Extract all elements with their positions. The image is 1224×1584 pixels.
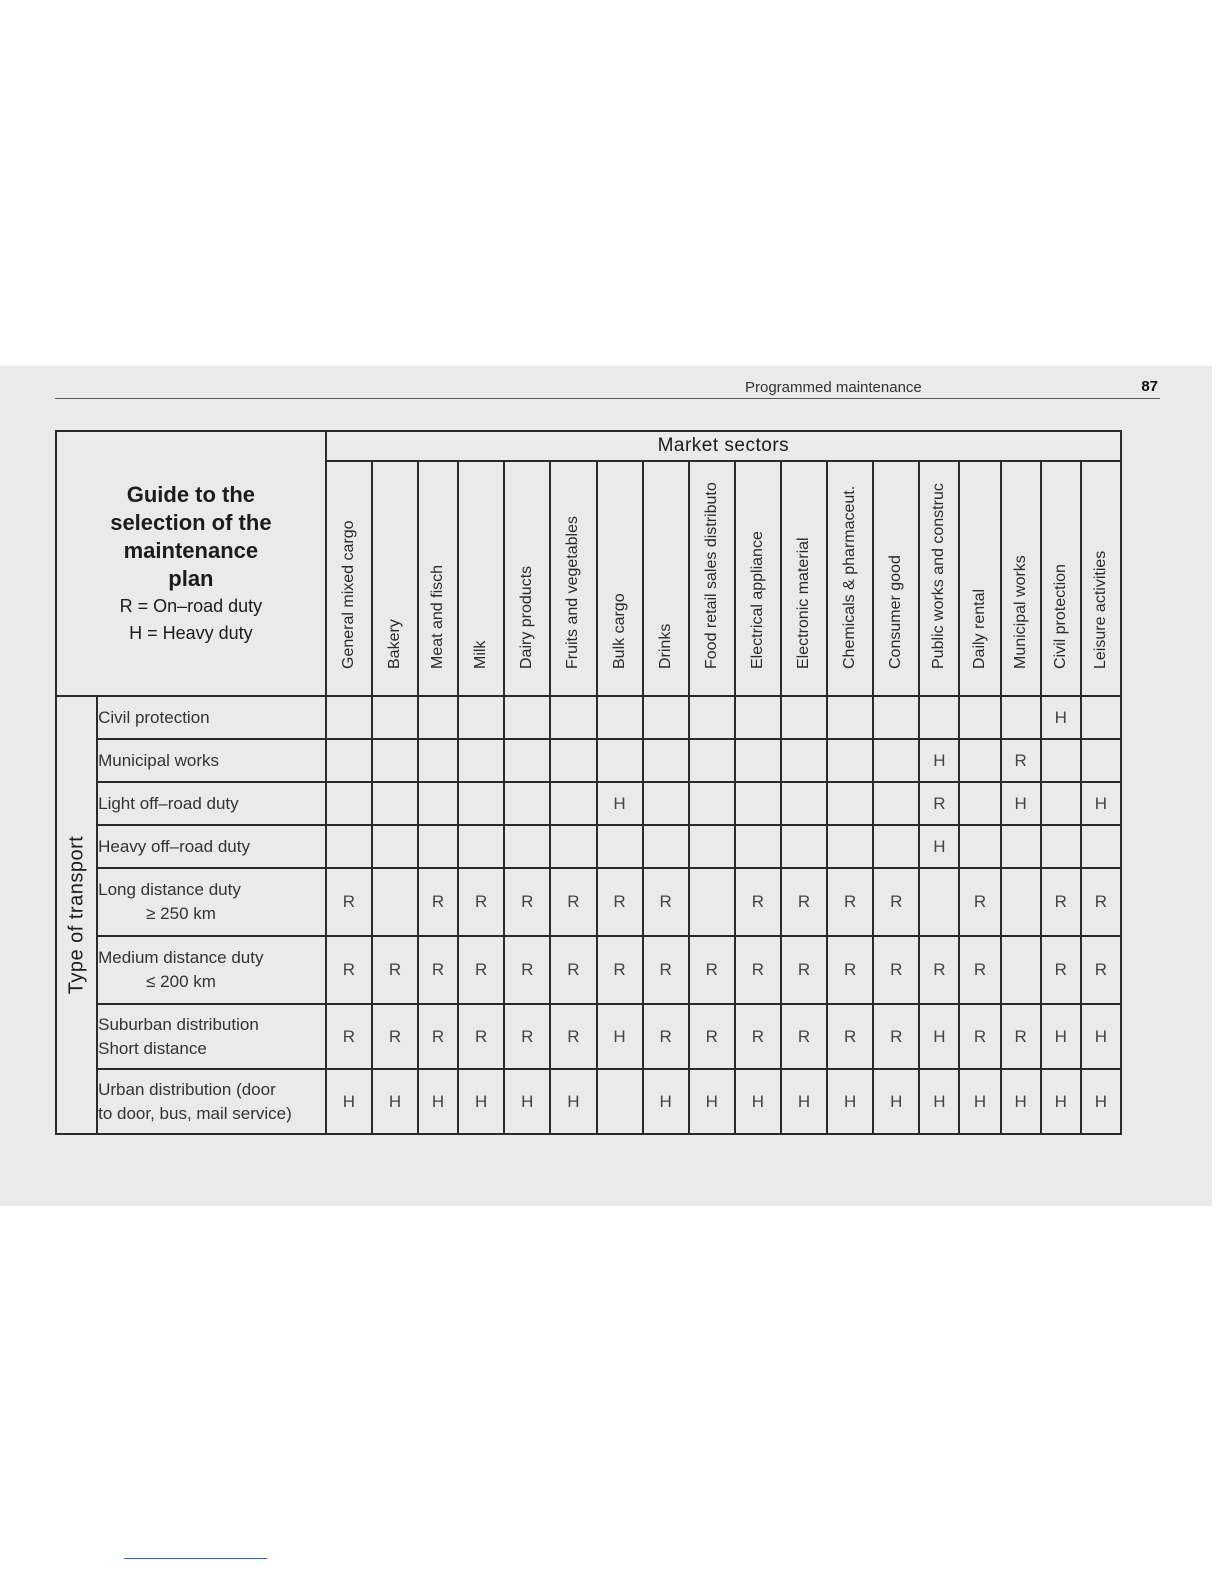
row-label-line2: ≤ 200 km xyxy=(146,972,216,991)
sector-header xyxy=(458,461,504,696)
duty-cell xyxy=(873,739,919,782)
row-label-line1: Light off–road duty xyxy=(98,793,239,813)
sector-header xyxy=(1001,461,1041,696)
duty-cell xyxy=(735,825,781,868)
legend-title-line: plan xyxy=(168,565,214,591)
duty-cell xyxy=(418,782,458,825)
duty-cell xyxy=(959,782,1000,825)
maintenance-plan-table-wrap xyxy=(55,430,1122,1135)
duty-cell: R xyxy=(959,1004,1000,1069)
row-label-line1: Long distance duty xyxy=(98,880,241,899)
duty-cell: H xyxy=(1001,782,1041,825)
duty-cell: R xyxy=(418,1004,458,1069)
page-number: 87 xyxy=(1141,378,1158,395)
duty-cell: R xyxy=(372,1004,418,1069)
duty-cell: H xyxy=(919,1004,959,1069)
duty-cell xyxy=(735,696,781,739)
duty-cell: R xyxy=(1001,739,1041,782)
table-row xyxy=(56,696,1121,739)
duty-cell xyxy=(873,782,919,825)
duty-cell xyxy=(689,825,735,868)
duty-cell xyxy=(372,868,418,936)
sector-label: General mixed cargo xyxy=(339,520,357,669)
sector-label: Consumer good xyxy=(887,555,905,669)
duty-cell: R xyxy=(326,1004,372,1069)
sector-label: Daily rental xyxy=(971,588,989,669)
duty-cell xyxy=(418,825,458,868)
duty-cell: R xyxy=(550,936,596,1004)
duty-cell xyxy=(827,696,873,739)
duty-cell xyxy=(550,739,596,782)
duty-cell xyxy=(1081,739,1121,782)
duty-cell xyxy=(1041,739,1081,782)
duty-cell xyxy=(873,825,919,868)
sector-header xyxy=(959,461,1000,696)
duty-cell: H xyxy=(1081,782,1121,825)
duty-cell: H xyxy=(1041,1069,1081,1134)
row-label xyxy=(97,739,326,782)
duty-cell: R xyxy=(458,868,504,936)
table-row xyxy=(56,825,1121,868)
duty-cell: R xyxy=(643,1004,689,1069)
duty-cell xyxy=(458,825,504,868)
duty-cell: R xyxy=(1081,868,1121,936)
duty-cell xyxy=(643,696,689,739)
duty-cell xyxy=(458,739,504,782)
duty-cell: H xyxy=(1041,1004,1081,1069)
duty-cell: R xyxy=(959,868,1000,936)
market-sectors-header: Market sectors xyxy=(326,431,1121,461)
duty-cell: H xyxy=(873,1069,919,1134)
duty-cell xyxy=(919,696,959,739)
footnote-rule xyxy=(124,1558,267,1559)
sector-label: Civil protection xyxy=(1051,564,1069,669)
duty-cell xyxy=(372,782,418,825)
duty-cell xyxy=(827,739,873,782)
type-of-transport-label: Type of transport xyxy=(65,835,88,995)
table-row xyxy=(56,868,1121,936)
duty-cell: R xyxy=(735,868,781,936)
duty-cell: H xyxy=(919,825,959,868)
duty-cell: R xyxy=(550,868,596,936)
sector-header xyxy=(1041,461,1081,696)
duty-cell xyxy=(643,825,689,868)
duty-cell: R xyxy=(550,1004,596,1069)
duty-cell: R xyxy=(1001,1004,1041,1069)
table-row xyxy=(56,1069,1121,1134)
duty-cell: R xyxy=(873,868,919,936)
duty-cell xyxy=(372,825,418,868)
row-label-line1: Suburban distribution xyxy=(98,1014,259,1034)
duty-cell xyxy=(597,696,643,739)
duty-cell: R xyxy=(1041,936,1081,1004)
duty-cell xyxy=(735,782,781,825)
duty-cell: H xyxy=(919,1069,959,1134)
duty-cell xyxy=(458,696,504,739)
duty-cell: H xyxy=(643,1069,689,1134)
duty-cell: R xyxy=(781,1004,827,1069)
running-head xyxy=(55,378,1160,399)
sector-header xyxy=(919,461,959,696)
sector-label: Public works and construc xyxy=(930,483,948,669)
duty-cell xyxy=(504,782,550,825)
sector-header xyxy=(827,461,873,696)
duty-cell xyxy=(1001,936,1041,1004)
sector-label: Drinks xyxy=(656,623,674,669)
duty-cell: H xyxy=(1081,1004,1121,1069)
duty-cell: H xyxy=(1001,1069,1041,1134)
duty-cell: H xyxy=(735,1069,781,1134)
duty-cell xyxy=(1001,696,1041,739)
duty-cell: H xyxy=(550,1069,596,1134)
duty-cell xyxy=(504,739,550,782)
duty-cell xyxy=(643,739,689,782)
table-row xyxy=(56,1004,1121,1069)
duty-cell: R xyxy=(643,868,689,936)
duty-cell: R xyxy=(873,936,919,1004)
sector-header xyxy=(550,461,596,696)
duty-cell: R xyxy=(827,1004,873,1069)
duty-cell xyxy=(418,696,458,739)
duty-cell: H xyxy=(689,1069,735,1134)
sector-label: Municipal works xyxy=(1011,555,1029,669)
duty-cell: H xyxy=(781,1069,827,1134)
duty-cell xyxy=(1001,825,1041,868)
duty-cell xyxy=(1041,825,1081,868)
duty-cell: H xyxy=(959,1069,1000,1134)
duty-cell xyxy=(1041,782,1081,825)
maintenance-plan-table xyxy=(55,430,1122,1135)
duty-cell: H xyxy=(372,1069,418,1134)
duty-cell xyxy=(689,782,735,825)
row-label xyxy=(97,782,326,825)
row-label xyxy=(97,825,326,868)
duty-cell: R xyxy=(504,936,550,1004)
row-label xyxy=(97,868,326,936)
sector-header xyxy=(781,461,827,696)
duty-cell xyxy=(959,825,1000,868)
table-row xyxy=(56,782,1121,825)
duty-cell xyxy=(781,696,827,739)
duty-cell: R xyxy=(873,1004,919,1069)
duty-cell xyxy=(597,825,643,868)
duty-cell: R xyxy=(1041,868,1081,936)
sector-header xyxy=(326,461,372,696)
sector-label: Fruits and vegetables xyxy=(564,516,582,669)
sector-header xyxy=(504,461,550,696)
duty-cell: R xyxy=(504,1004,550,1069)
duty-cell: R xyxy=(458,1004,504,1069)
table-row xyxy=(56,936,1121,1004)
duty-cell xyxy=(504,696,550,739)
row-label xyxy=(97,696,326,739)
duty-cell xyxy=(550,696,596,739)
duty-cell xyxy=(781,782,827,825)
duty-cell: R xyxy=(959,936,1000,1004)
duty-cell: H xyxy=(1041,696,1081,739)
sector-label: Electrical appliance xyxy=(748,531,766,669)
duty-cell xyxy=(326,696,372,739)
duty-cell: R xyxy=(372,936,418,1004)
row-label xyxy=(97,1004,326,1069)
duty-cell xyxy=(643,782,689,825)
row-label-line2: ≥ 250 km xyxy=(146,904,216,923)
duty-cell xyxy=(689,868,735,936)
sector-label: Bulk cargo xyxy=(610,593,628,669)
duty-cell xyxy=(597,739,643,782)
duty-cell xyxy=(550,825,596,868)
duty-cell: R xyxy=(504,868,550,936)
duty-cell xyxy=(326,782,372,825)
duty-cell: H xyxy=(1081,1069,1121,1134)
duty-cell: R xyxy=(689,936,735,1004)
sector-label: Meat and fisch xyxy=(429,564,447,669)
duty-cell: R xyxy=(326,868,372,936)
legend-key-r: R = On–road duty xyxy=(119,595,263,616)
duty-cell xyxy=(1001,868,1041,936)
running-head-title: Programmed maintenance xyxy=(745,379,922,396)
row-label-line1: Heavy off–road duty xyxy=(98,836,250,856)
duty-cell xyxy=(781,739,827,782)
duty-cell: R xyxy=(827,868,873,936)
duty-cell: H xyxy=(597,1004,643,1069)
legend-title-line: maintenance xyxy=(123,537,259,563)
duty-cell: R xyxy=(919,782,959,825)
sector-label: Electronic material xyxy=(795,537,813,669)
duty-cell: H xyxy=(504,1069,550,1134)
duty-cell: R xyxy=(418,868,458,936)
legend-title-line: Guide to the xyxy=(126,481,256,507)
sector-header xyxy=(873,461,919,696)
sector-label: Dairy products xyxy=(518,565,536,669)
sector-label: Bakery xyxy=(385,619,403,669)
row-label-line1: Urban distribution (door xyxy=(98,1079,276,1099)
sector-label: Leisure activities xyxy=(1091,550,1109,669)
duty-cell xyxy=(735,739,781,782)
row-label-line1: Medium distance duty xyxy=(98,948,264,967)
duty-cell: R xyxy=(458,936,504,1004)
duty-cell: H xyxy=(418,1069,458,1134)
sector-header xyxy=(418,461,458,696)
sector-header xyxy=(1081,461,1121,696)
type-of-transport-cell xyxy=(56,696,97,1134)
duty-cell: R xyxy=(735,1004,781,1069)
sector-label: Milk xyxy=(472,640,490,669)
duty-cell xyxy=(326,739,372,782)
duty-cell xyxy=(827,782,873,825)
duty-cell xyxy=(873,696,919,739)
row-label xyxy=(97,1069,326,1134)
duty-cell: H xyxy=(326,1069,372,1134)
duty-cell: R xyxy=(919,936,959,1004)
duty-cell xyxy=(689,739,735,782)
duty-cell xyxy=(827,825,873,868)
duty-cell xyxy=(504,825,550,868)
duty-cell: H xyxy=(458,1069,504,1134)
row-label xyxy=(97,936,326,1004)
duty-cell: R xyxy=(827,936,873,1004)
duty-cell xyxy=(372,696,418,739)
duty-cell xyxy=(959,739,1000,782)
duty-cell xyxy=(689,696,735,739)
sector-header xyxy=(735,461,781,696)
legend-cell xyxy=(56,431,326,696)
duty-cell: H xyxy=(827,1069,873,1134)
duty-cell: R xyxy=(597,868,643,936)
duty-cell: H xyxy=(597,782,643,825)
sector-header xyxy=(372,461,418,696)
sector-header xyxy=(597,461,643,696)
table-row xyxy=(56,739,1121,782)
duty-cell: R xyxy=(689,1004,735,1069)
sector-label: Chemicals & pharmaceut. xyxy=(841,485,859,669)
duty-cell xyxy=(326,825,372,868)
row-label-line2: Short distance xyxy=(98,1038,207,1058)
duty-cell: R xyxy=(643,936,689,1004)
duty-cell: H xyxy=(919,739,959,782)
row-label-line2: to door, bus, mail service) xyxy=(98,1103,292,1123)
duty-cell xyxy=(1081,825,1121,868)
duty-cell xyxy=(458,782,504,825)
sector-header xyxy=(643,461,689,696)
sector-header xyxy=(689,461,735,696)
row-label-line1: Municipal works xyxy=(98,750,220,770)
duty-cell: R xyxy=(735,936,781,1004)
duty-cell xyxy=(550,782,596,825)
legend-key-h: H = Heavy duty xyxy=(129,622,253,643)
duty-cell: R xyxy=(597,936,643,1004)
duty-cell xyxy=(781,825,827,868)
duty-cell xyxy=(919,868,959,936)
duty-cell xyxy=(959,696,1000,739)
duty-cell: R xyxy=(781,868,827,936)
duty-cell xyxy=(372,739,418,782)
duty-cell: R xyxy=(326,936,372,1004)
duty-cell xyxy=(418,739,458,782)
duty-cell: R xyxy=(1081,936,1121,1004)
legend-title-line: selection of the xyxy=(110,509,272,535)
duty-cell: R xyxy=(418,936,458,1004)
duty-cell: R xyxy=(781,936,827,1004)
row-label-line1: Civil protection xyxy=(98,707,210,727)
sector-label: Food retail sales distributo xyxy=(702,482,720,669)
duty-cell xyxy=(1081,696,1121,739)
duty-cell xyxy=(597,1069,643,1134)
